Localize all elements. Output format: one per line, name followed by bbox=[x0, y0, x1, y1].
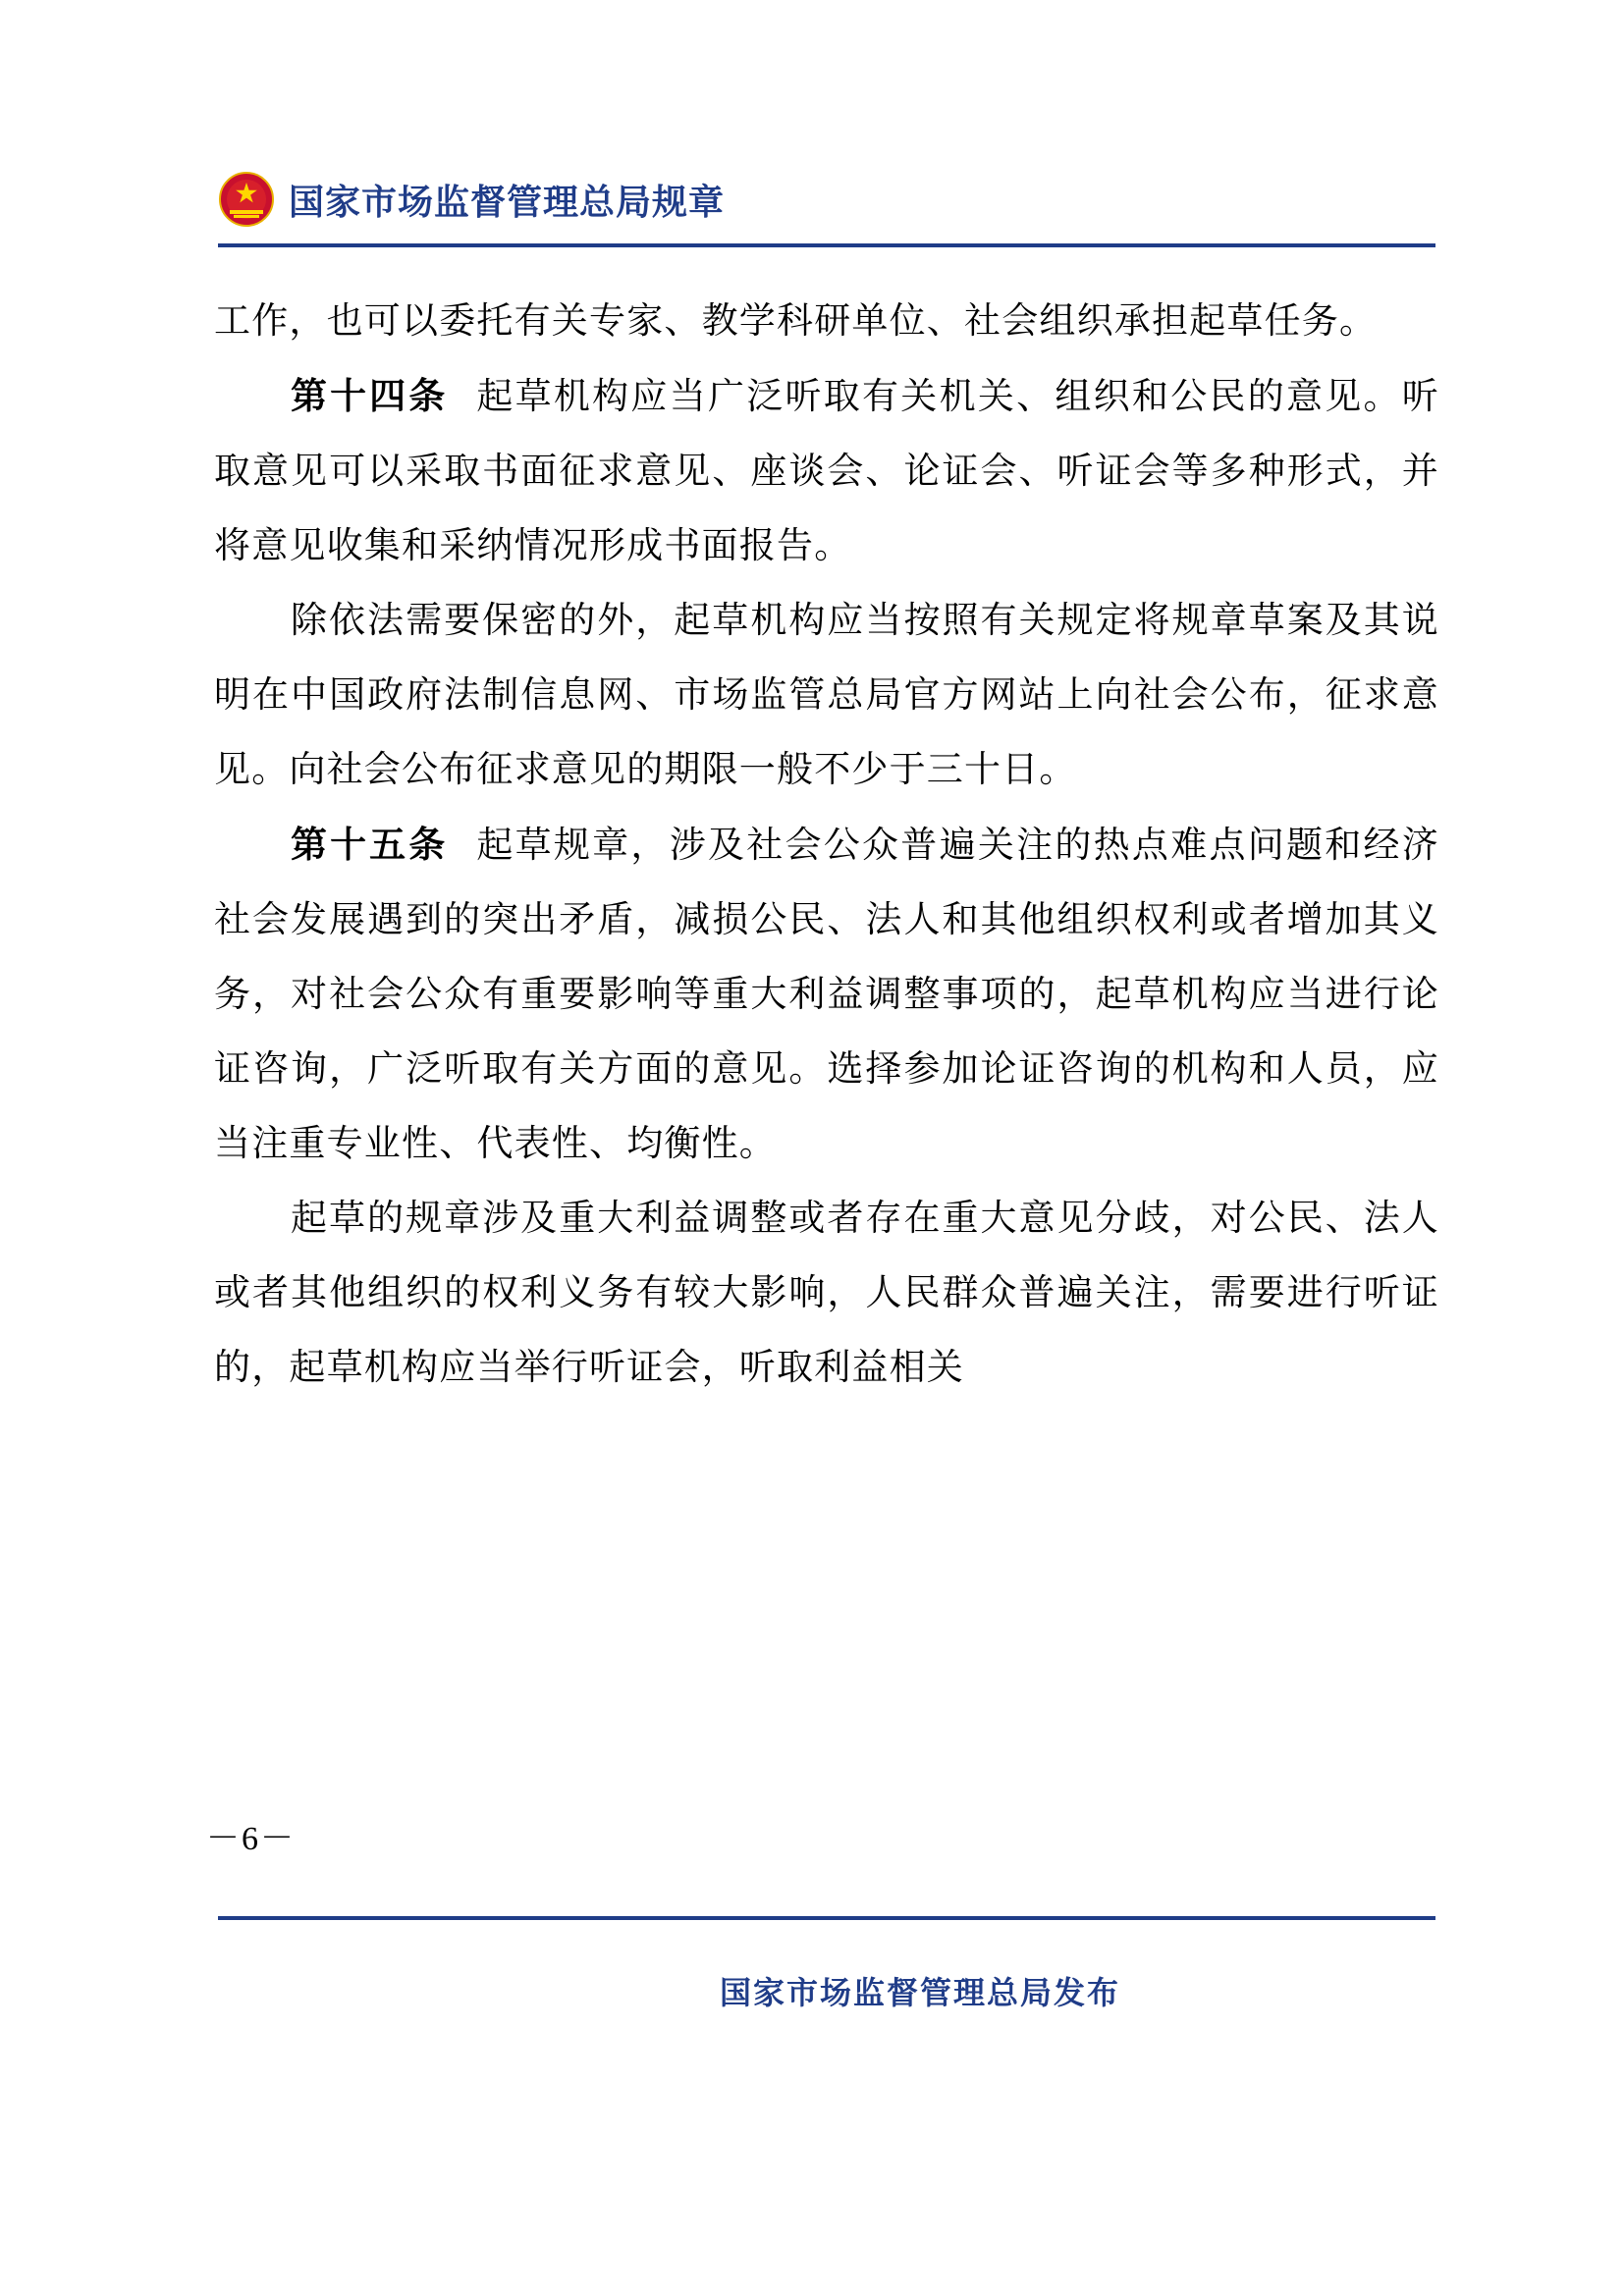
header-title: 国家市场监督管理总局规章 bbox=[289, 182, 726, 222]
footer-divider bbox=[218, 1916, 1435, 1920]
footer-publisher-label: 国家市场监督管理总局发布 bbox=[719, 1975, 1120, 2010]
document-body bbox=[214, 285, 1439, 1406]
paragraph-text: 起草规章，涉及社会公众普遍关注的热点难点问题和经济社会发展遇到的突出矛盾，减损公民、法人和其他组织权利或者增加其义务，对社会公众有重要影响等重大利益调整事项的，起草机构应当进行论证咨询，广泛听取有关方面的意见。选择参加论证咨询的机构和人员，应当注重专业性、代表性、均衡性。 bbox=[214, 826, 1440, 1164]
paragraph bbox=[214, 285, 1439, 359]
paragraph-text: 工作，也可以委托有关专家、教学科研单位、社会组织承担起草任务。 bbox=[214, 301, 1378, 342]
article-number: 第十五条 bbox=[291, 825, 449, 865]
paragraph-text: 起草机构应当广泛听取有关机关、组织和公民的意见。听取意见可以采取书面征求意见、座谈会、论证会、听证会等多种形式，并将意见收集和采纳情况形成书面报告。 bbox=[214, 377, 1440, 566]
national-emblem-icon bbox=[218, 171, 275, 228]
paragraph bbox=[214, 584, 1439, 808]
article-number: 第十四条 bbox=[291, 376, 449, 416]
header-divider bbox=[218, 243, 1435, 247]
paragraph-text: 除依法需要保密的外，起草机构应当按照有关规定将规章草案及其说明在中国政府法制信息网、市场监管总局官方网站上向社会公布，征求意见。向社会公布征求意见的期限一般不少于三十日。 bbox=[214, 601, 1439, 790]
paragraph-text: 起草的规章涉及重大利益调整或者存在重大意见分歧，对公民、法人或者其他组织的权利义务有较大影响，人民群众普遍关注，需要进行听证的，起草机构应当举行听证会，听取利益相关 bbox=[214, 1199, 1439, 1388]
page-number: －6－ bbox=[206, 1821, 296, 1857]
page-header bbox=[218, 167, 1435, 245]
footer-publisher bbox=[0, 1968, 1624, 2013]
paragraph bbox=[214, 359, 1439, 584]
paragraph bbox=[214, 1182, 1439, 1406]
paragraph bbox=[214, 808, 1439, 1182]
